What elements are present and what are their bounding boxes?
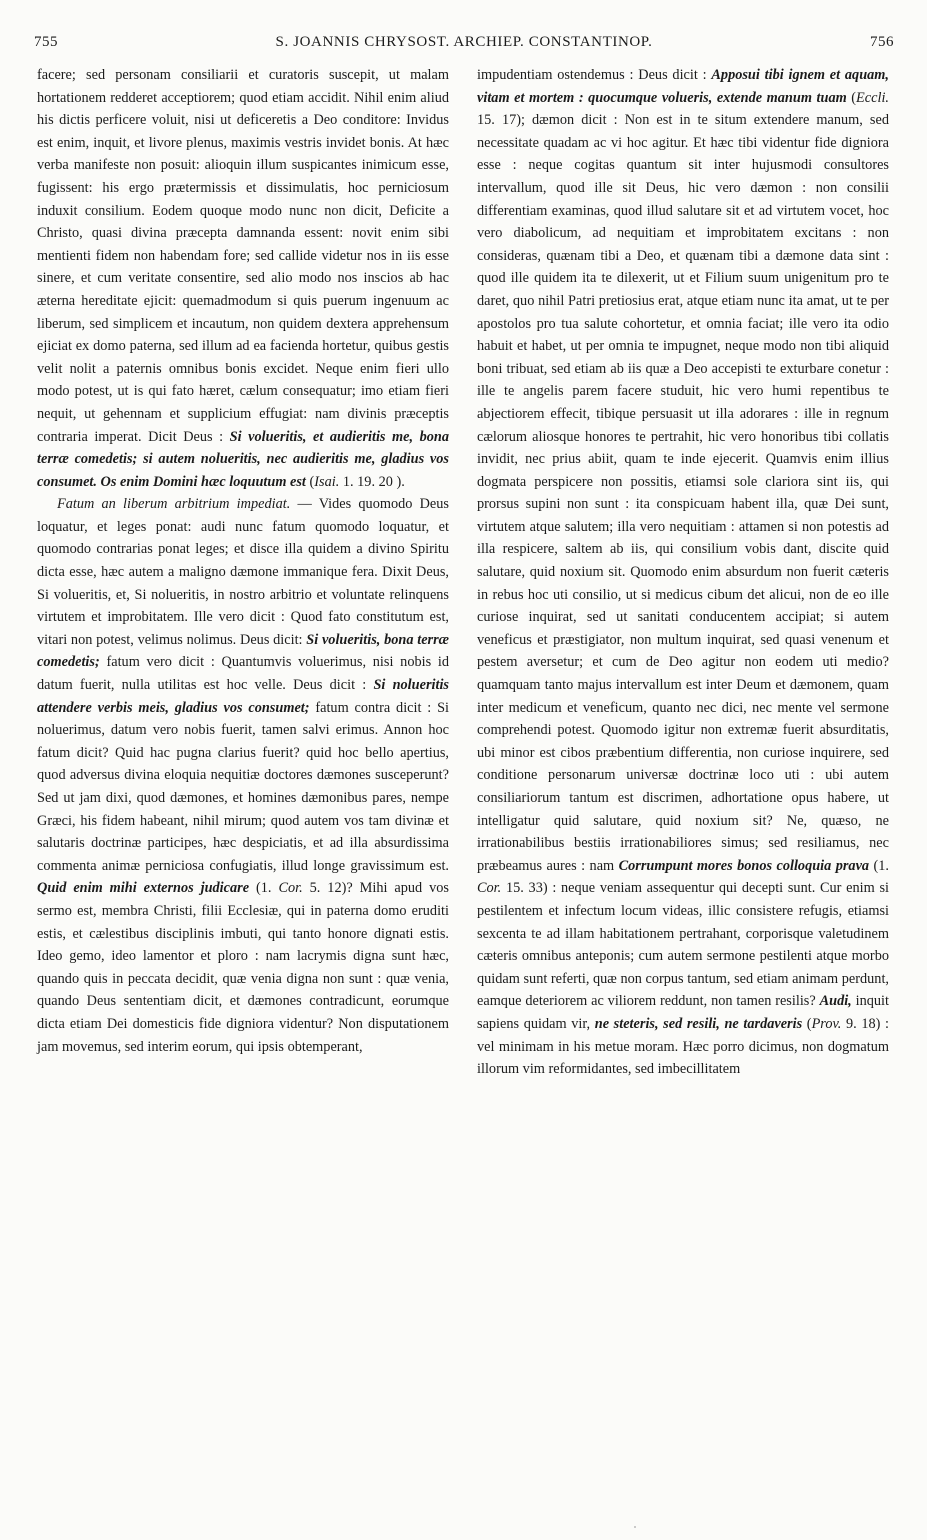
running-title: S. JOANNIS CHRYSOST. ARCHIEP. CONSTANTINOP. <box>275 34 653 50</box>
text-run: ( <box>802 1015 812 1032</box>
scripture-quote: Corrumpunt mores bonos colloquia prava <box>618 857 870 874</box>
scripture-quote: Si volueritis, et audieritis me, bona terræ comedetis; si autem nolueritis, nec audieritis me, gladius vos consumet. Os enim Domini hæc loquutum est <box>37 428 449 490</box>
scripture-quote: Audi, <box>819 993 852 1010</box>
text-run: 1. 19. 20 ). <box>339 473 405 490</box>
text-run: ( <box>305 473 315 490</box>
right-text-column <box>477 64 889 1081</box>
right-page-number: 756 <box>870 34 894 50</box>
scan-speck <box>634 1526 636 1528</box>
page-header <box>34 34 894 58</box>
scripture-reference: Cor. <box>477 880 502 897</box>
left-page-number: 755 <box>34 34 58 50</box>
text-run: 15. 17); dæmon dicit : Non est in te situm extendere manum, sed necessitate quadam ac vi hoc agitur. Et hæc tibi videntur fide digniora esse : neque cogitas quantum sit inter hujusmodi consultores intervallum, quod ille sit Deus, hic vero dæmon : non consilii differentiam examinas, quod illud salutare sit et ad virtutem vocet, hoc vero diabolicum, ad nequitiam et improbitatem excitans : non consideras, quænam tibi a Deo, et quænam tibi a dæmone data sint : quod ille quidem ita te dilexerit, ut et Filium suum unigenitum pro te daret, quo nihil Patri pretiosius erat, atque etiam nunc ita amat, ut te per apostolos pro tua salute cohortetur, et omnia faciat; ille vero ita odio habuit et habet, ut per omnia te impugnet, neque modo non tibi aliquid boni tribuat, sed etiam ab iis quæ a Deo accepisti te exturbare conetur : ille te angelis parem facere studuit, hic vero humi repentibus te abjectiorem effecit, tibique persuasit ut illa adorares : ille in regnum cælorum aliosque honores te pertrahit, hic vero honoribus tibi collatis invidit, nec prius abiit, quam te inde ejecerit. Quamvis enim illius dogmata perspicere non possitis, etiamsi sole clariora sint iis, qui prorsus supini non sunt : ita conspicuam habent illa, quæ Dei sunt, virtutem atque salutem; illa vero nequitiam : attamen si non potestis ad illa respicere, saltem ab iis, qui consilium vobis dant, discite quid salutare, quid noxium sit. Quomodo enim absurdum non fuerit cæteris in rebus hoc uti consilio, ut si medicus cibum det alicui, non de eo ille curiose inquirat, sed ut sanitati conducentem accipiat; si autem veneficus et præstigiator, non multum inquirat, sed quasi venenum et pestem aversetur; et cum de Deo agitur non eodem uti medio? quamquam tanto majus intervallum est inter Deum et dæmonem, quam inter medicum et veneficum, quanto nec dici, nec mente vel sermone comprehendi potest. Quomodo igitur non extremæ fuerit absurditatis, ubi minor est cibos præbentium differentia, non curiose inquirere, sed conditione personarum universæ doctrinæ loco uti : ubi autem consiliariorum tantum est discrimen, adhortatione opus habere, ut intelligatur quid salutare, quid noxium sit? Ne, quæso, ne irrationabilibus bestiis irrationabiliores simus; sed resiliamus, nec præbeamus aures : nam <box>477 112 889 874</box>
text-run: (1. <box>249 880 279 897</box>
scripture-reference: Eccli. <box>856 89 889 106</box>
paragraph <box>37 64 449 493</box>
text-run: 15. 33) : neque veniam assequentur qui decepti sunt. Cur enim si pestilentem et infectum locum videas, illic consistere refugis, etiamsi sexcenta te ad illam habitationem pertrahant, corporisque valetudinem cæteris omnibus anteponis; cum autem sermone pestilenti atque morbo quidam sunt referti, quæ non corpus tantum, sed etiam animam perdunt, eamque deteriorem ac viliorem reddunt, non tamen resilis? <box>477 880 889 1010</box>
scripture-quote: ne steteris, sed resili, ne tardaveris <box>594 1015 803 1032</box>
text-run: fatum vero dicit : Quantumvis voluerimus, nisi nobis id datum fuerit, nulla utilitas est hoc velle. Deus dicit : <box>37 654 449 694</box>
paragraph <box>37 493 449 1058</box>
text-run: facere; sed personam consiliarii et curatoris suscepit, ut malam hortationem redderet acceptiorem; quod etiam accidit. Nihil enim aliud his dictis perficere voluit, nisi ut deficeretis a Deo conditore: Invidus est enim, inquit, et livore plenus, maximis vestris invidet bonis. At hæc verba manifeste non posuit: alioquin illum suspicantes inimicum esse, fugissent: his ergo prætermissis et dissimulatis, hoc perniciosum induxit consilium. Eodem quoque modo nunc non dicit, Deficite a Christo, quasi divina præcepta damnanda essent: novit enim sibi mentienti fidem non habendam fore; sed callide videtur nos in iis esse sinere, et cum veritate consentire, sed alio modo nos inscios ab hac æterna hereditate ejicit: quemadmodum si quis puerum ingenuum ac liberum, sed simplicem et incautum, non quidem dextera apprehensum ejiciat ex domo paterna, sed illum ad ea facienda hortetur, quibus gestis velit nolit a paternis omnibus bonis excidet. Neque enim fieri ullo modo potest, ut is qui fato hæret, cælum consequatur; imo etiam fieri nequit, ut gehennam et supplicium effugiat: nam divinis præceptis contraria imperat. Dicit Deus : <box>37 67 449 445</box>
scripture-quote: Si volueritis, bona terræ comedetis; <box>37 631 450 671</box>
scripture-quote: Quid enim mihi externos judicare <box>37 880 250 897</box>
text-run: inquit sapiens quidam vir, <box>477 993 889 1032</box>
text-run: 9. 18) : vel minimam in his metue moram. Hæc porro dicimus, non dogmatum illorum vim reformidantes, sed imbecillitatem <box>477 1015 890 1078</box>
text-run: ( <box>846 89 857 106</box>
section-heading: Fatum an liberum arbitrium impediat. <box>57 496 291 513</box>
scripture-reference: Cor. <box>278 880 303 897</box>
left-text-column <box>37 64 449 1058</box>
paragraph <box>477 64 889 1081</box>
text-run: 5. 12)? Mihi apud vos sermo est, membra Christi, filii Ecclesiæ, qui in paterna domo eruditi estis, et cælestibus disciplinis imbuti, qui tanto honore dignati estis. Ideo gemo, ideo lamentor et ploro : nam lacrymis digna sunt hæc, quando quis in peccata decidit, quæ venia digna non sunt : quæ venia, quando Deus sententiam dicit, et dæmones contradicunt, eorumque dicta etiam Dei domesticis fide digniora videntur? Non disputationem jam movemus, sed interim eorum, qui ipsis obtemperant, <box>37 880 449 1055</box>
text-run: (1. <box>869 857 890 874</box>
scripture-reference: Prov. <box>811 1015 842 1032</box>
scripture-quote: Apposui tibi ignem et aquam, vitam et mortem : quocumque volueris, extende manum tuam <box>477 67 889 106</box>
scripture-reference: Isai. <box>314 473 340 490</box>
text-run: fatum contra dicit : Si noluerimus, datum vero nobis fuerit, tamen salvi erimus. Annon hoc fatum dicit? Quid hac pugna clarius fuerit? quid hoc bello apertius, quod adversus divina eloquia nequitiæ doctores dæmones susceperunt? Sed ut jam dixi, quod dæmones, et homines dæmonibus pares, nempe Græci, his fidem habeant, nihil mirum; quod autem vos tam divinæ et salutaris doctrinæ participes, hæc despiciatis, et ad illa absurdissima commenta animæ perniciosa confugiatis, illud longe gravissimum est. <box>37 699 449 874</box>
text-run: — Vides quomodo Deus loquatur, et leges ponat: audi nunc fatum quomodo loquatur, et quomodo contrarias ponat leges; et disce illa quidem a divino Spiritu dicta esse, hæc autem a maligno dæmone immanique fera. Dixit Deus, Si volueritis, et, Si nolueritis, in nostro arbitrio et voluntate relinquens virtutem et improbitatem. Ille vero dicit : Quod fato constitutum est, vitari non potest, velimus nolimus. Deus dicit: <box>37 496 449 648</box>
text-run: impudentiam ostendemus : Deus dicit : <box>477 67 712 83</box>
scripture-quote: Si nolueritis attendere verbis meis, gladius vos consumet; <box>37 677 449 716</box>
